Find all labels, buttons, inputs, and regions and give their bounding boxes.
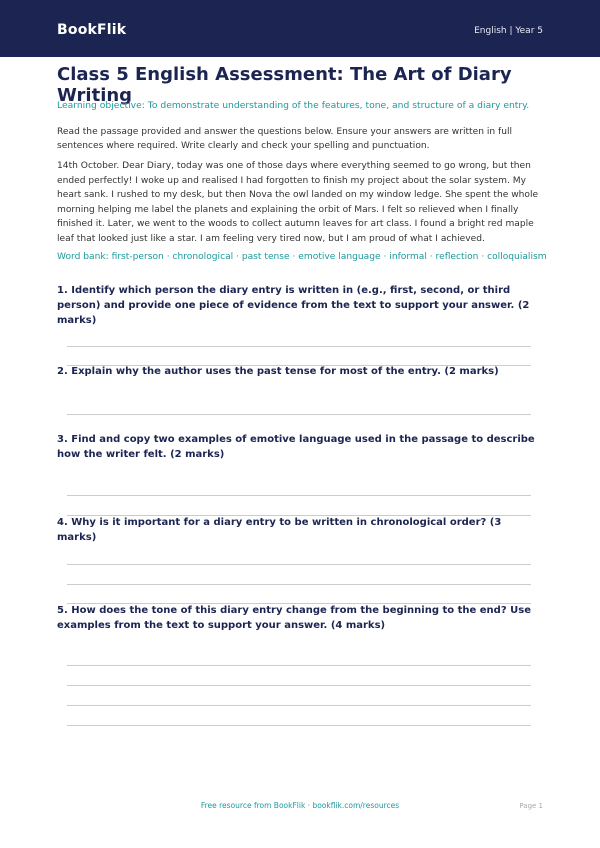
- subject-label: English | Year 5: [474, 26, 543, 36]
- answer-line: [67, 685, 531, 686]
- learning-objective: Learning objective: To demonstrate understanding of the features, tone, and structure of a diary entry.: [57, 100, 530, 111]
- question-5: 5. How does the tone of this diary entry change from the beginning to the end? Use examples from the text to support your answer. (4 marks): [57, 605, 531, 631]
- brand-logo: BookFlik: [57, 22, 127, 38]
- question-4: 4. Why is it important for a diary entry to be written in chronological order? (3 marks): [57, 517, 502, 543]
- answer-line: [67, 725, 531, 726]
- footer-link[interactable]: Free resource from BookFlik · bookflik.com/resources: [200, 801, 400, 810]
- word-bank: Word bank: first-person · chronological · past tense · emotive language · informal · reflection · colloquialism: [57, 252, 547, 262]
- answer-line: [67, 584, 531, 585]
- question-1: 1. Identify which person the diary entry is written in (e.g., first, second, or third person) and provide one piece of evidence from the text to support your answer. (2 marks): [57, 285, 530, 326]
- page-number: Page 1: [519, 802, 543, 810]
- page-header: [0, 0, 600, 57]
- page-title: Class 5 English Assessment: The Art of Diary Writing: [57, 64, 512, 106]
- diary-passage: 14th October. Dear Diary, today was one of those days where everything seemed to go wrong, but then ended perfectly! I woke up and realised I had forgotten to finish my project about the solar system. My heart sank. I rushed to my desk, but then Nova the owl landed on my window ledge. She spent the whole morning helping me label the planets and explaining the orbit of Mars. I felt so relieved when I finally finished it. Later, we went to the woods to collect autumn leaves for art class. I found a bright red maple leaf that looked just like a star. I am feeling very tired now, but I am proud of what I achieved.: [57, 161, 539, 244]
- answer-line: [67, 346, 531, 347]
- answer-line: [67, 564, 531, 565]
- answer-line: [67, 665, 531, 666]
- question-2: 2. Explain why the author uses the past tense for most of the entry. (2 marks): [57, 366, 499, 377]
- question-3: 3. Find and copy two examples of emotive language used in the passage to describe how the writer felt. (2 marks): [57, 434, 535, 460]
- answer-line: [67, 414, 531, 415]
- instructions-text: Read the passage provided and answer the questions below. Ensure your answers are written in full sentences where required. Write clearly and check your spelling and punctuation.: [57, 127, 513, 151]
- answer-line: [67, 705, 531, 706]
- answer-line: [67, 495, 531, 496]
